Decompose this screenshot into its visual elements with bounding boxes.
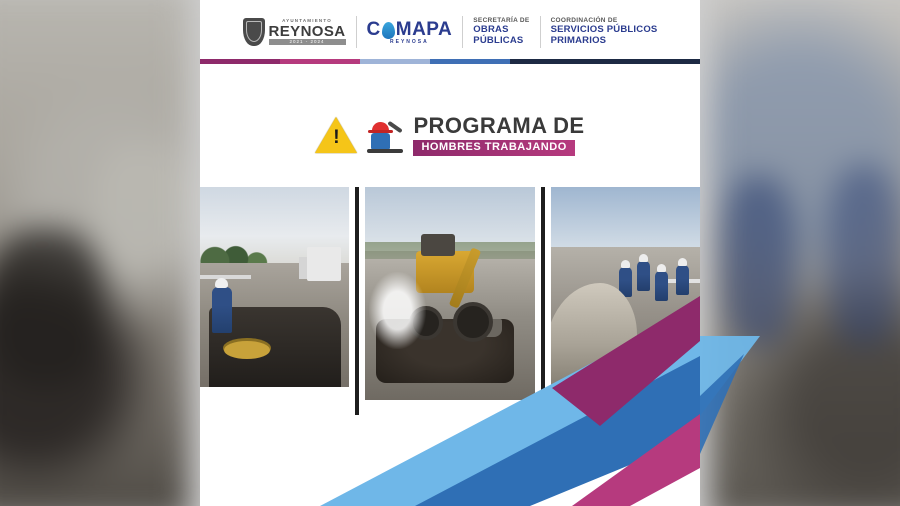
program-title: PROGRAMA DE <box>413 112 585 138</box>
program-subtitle-badge: HOMBRES TRABAJANDO <box>413 140 574 156</box>
comapa-name-part2: MAPA <box>395 18 453 40</box>
photo-road-patch <box>200 187 349 387</box>
warning-triangle-icon <box>315 117 357 153</box>
road-worker-icon <box>365 117 405 153</box>
dept-servicios-line3: PRIMARIOS <box>550 34 607 46</box>
rule-segment-pink <box>280 59 360 64</box>
reynosa-years: 2021 - 2024 <box>269 39 346 45</box>
reynosa-name: REYNOSA <box>268 22 346 40</box>
reynosa-logo <box>243 18 346 46</box>
rule-segment-magenta <box>200 59 280 64</box>
photo-backhoe <box>365 187 534 400</box>
reynosa-top-text: AYUNTAMIENTO <box>282 18 332 24</box>
program-title-block <box>200 112 700 158</box>
photo-crew <box>551 187 700 387</box>
water-drop-icon <box>382 22 395 39</box>
photo-worker <box>655 271 668 301</box>
comapa-logo <box>367 20 453 45</box>
blurred-background-right <box>711 0 900 506</box>
dept-obras-line3: PÚBLICAS <box>473 34 524 46</box>
header <box>200 0 700 70</box>
ground-shape <box>367 149 403 153</box>
comapa-subtitle: REYNOSA <box>390 38 429 45</box>
logo-divider <box>462 16 463 48</box>
blur-shape <box>721 176 795 346</box>
dept-obras-line1: SECRETARÍA DE <box>473 17 530 25</box>
dept-servicios-primarios <box>551 17 658 46</box>
logo-divider <box>540 16 541 48</box>
dept-obras-publicas <box>473 17 529 46</box>
photo-sky <box>551 187 700 255</box>
blur-shape <box>94 144 189 271</box>
photo-compactor <box>224 341 270 359</box>
photo-truck <box>307 247 341 281</box>
dept-servicios-line2: SERVICIOS PÚBLICOS <box>550 23 658 35</box>
comapa-name-part1: C <box>366 18 381 40</box>
rule-segment-lightblue <box>360 59 430 64</box>
rule-segment-navy <box>510 59 700 64</box>
logo-divider <box>356 16 357 48</box>
photo-backhoe-cab <box>421 234 455 256</box>
dept-obras-line2: OBRAS <box>473 23 509 35</box>
photo-separator <box>541 187 545 415</box>
blur-shape <box>827 165 900 345</box>
dept-servicios-line1: COORDINACIÓN DE <box>550 17 618 25</box>
logo-row <box>200 0 700 54</box>
rule-segment-blue <box>430 59 510 64</box>
ribbon-pink <box>572 414 700 506</box>
content-card <box>200 0 700 506</box>
shield-crest-icon <box>243 18 265 46</box>
header-color-rule <box>200 59 700 64</box>
program-text <box>413 112 585 156</box>
comapa-wordmark <box>367 20 453 39</box>
blur-shape <box>0 229 104 388</box>
photo-worker <box>676 265 689 295</box>
photo-separator <box>355 187 359 415</box>
blurred-background-left <box>0 0 189 506</box>
photo-worker <box>212 287 232 333</box>
photo-strip <box>200 187 700 417</box>
photo-worker <box>637 261 650 291</box>
worker-body-shape <box>371 133 390 149</box>
reynosa-wordmark <box>269 19 346 45</box>
photo-dust <box>369 272 427 349</box>
